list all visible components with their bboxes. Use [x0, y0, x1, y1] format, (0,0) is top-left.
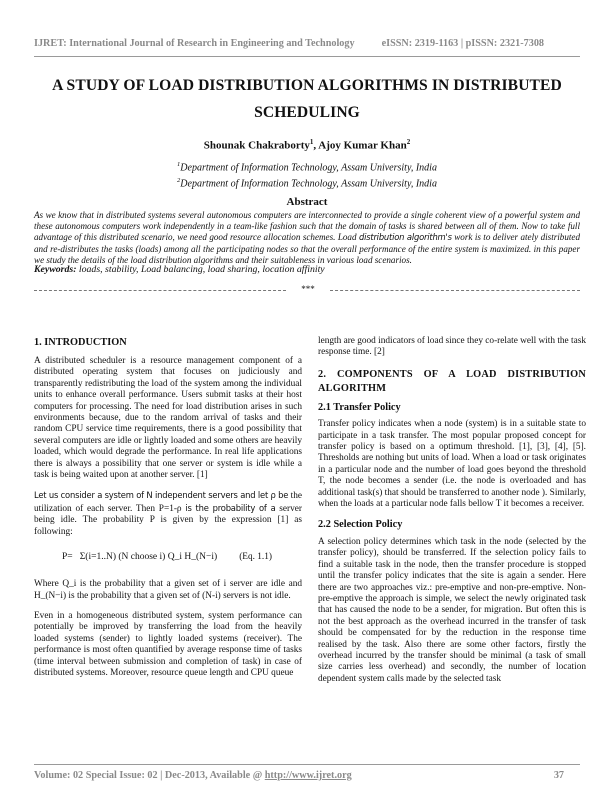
affiliation-2: $^2$Department of Information Technology, Assam University, India [177, 176, 437, 190]
section-separator [34, 284, 580, 296]
intro-heading: 1. INTRODUCTION [34, 337, 127, 348]
separator-line-left [34, 290, 286, 291]
equation-label: (Eq. 1.1) [239, 552, 272, 563]
running-header [34, 38, 580, 49]
transfer-policy-heading: 2.1 Transfer Policy [318, 401, 401, 413]
keywords [34, 264, 580, 275]
page-number: 37 [553, 770, 564, 781]
equation-expression: Σ(i=1..N) (N choose i) Q_i H_(N−i) [79, 552, 218, 563]
selection-policy-heading: 2.2 Selection Policy [318, 519, 403, 531]
footer-rule [34, 764, 580, 765]
title-line-1: A STUDY OF LOAD DISTRIBUTION ALGORITHMS IN DISTRIBUTED [52, 77, 562, 94]
header-rule [34, 56, 580, 57]
author-list [34, 138, 580, 152]
keywords-text: loads, stability, Load balancing, load sharing, location affinity [76, 264, 325, 275]
issn: eISSN: 2319-1163 | pISSN: 2321-7308 [381, 38, 545, 49]
affiliation-1: $^1$Department of Information Technology, Assam University, India [177, 161, 437, 174]
probability-paragraph: Let us consider a system of N independent servers and let ρ be the utilization of each server. Then P=1-ρ is the probability of a server being idle. The probability P is given by the expression [1] as following: [34, 490, 302, 537]
equation-1-1 [34, 547, 302, 569]
footer-volume: Volume: 02 Special Issue: 02 | Dec-2013, Available @ [34, 770, 265, 781]
separator-line-right [330, 290, 580, 291]
selection-policy-paragraph: A selection policy determines which task in the node (selected by the transfer policy), should be transferred. If the selection policy fails to find a suitable task in the node, then the transfer procedure is stopped until the transfer policy indicates that the site is again a sender. Here there are two approaches viz.: pre-emptive and non-pre-emptive. Non-pre-emptive the approach is simple, we select the newly originated task that has caused the node to be a sender, for migration. But often this is not the best approach as the overhead incurred in the transfer of task should be compensated for by the reduction in the response time realised by the task. Also there are some other factors, firstly the overhead incurred by the transfer should be minimal (a task of small size carries less overhead) and secondly, the number of location dependent system calls made by the selected task [318, 536, 586, 684]
abstract-heading: Abstract [286, 196, 328, 208]
right-column [318, 336, 586, 694]
equation-formula: P= Σ(i=1..N) (N choose i) Q_i H_(N−i) [62, 552, 218, 563]
journal-name: IJRET: International Journal of Research in Engineering and Technology [34, 38, 355, 49]
author-separator: , [313, 139, 319, 152]
intro-paragraph: A distributed scheduler is a resource management component of a distributed operating system that focuses on judiciously and transparently redistributing the load of the system among the individual units to enhance overall performance. Users submit tasks at their host computers for processing. The need for load distribution arises in such environments because, due to the random arrival of tasks and their random CPU service time requirements, there is a good possibility that several computers are idle or lightly loaded and some others are heavily loaded, which would degrade the performance. In real life applications there is always a possibility that one server or system is idle while a task is being waited upon at another server. [1] [34, 356, 302, 481]
handwritten-text: distribution algorithm's [358, 232, 452, 243]
continued-paragraph: length are good indicators of load since they co-relate well with the task response time. [2] [318, 336, 586, 358]
where-paragraph: Where Q_i is the probability that a given set of i server are idle and H_(N−i) is the probability that a given set of (N-i) servers is not idle. [34, 579, 302, 601]
running-footer [34, 770, 580, 781]
paper-title [34, 72, 580, 126]
title-line-2: SCHEDULING [254, 104, 360, 121]
homogeneous-paragraph: Even in a homogeneous distributed system, system performance can potentially be improved by transferring the load from the heavily loaded systems (sender) to lightly loaded systems (receiver). The performance is most often quantified by average response time of tasks (time interval between submission and completion of task) in case of distributed systems. Moreover, resource queue length and CPU queue [34, 610, 302, 678]
author-1-sup: 1 [309, 138, 314, 146]
transfer-policy-paragraph: Transfer policy indicates when a node (system) is in a suitable state to participate in a task transfer. The most popular proposed concept for transfer policy is based on a optimum threshold. [1], [3], [4], [5]. Thresholds are nothing but units of load. When a load or task originates in a particular node and the number of load goes beyond the threshold T, the node becomes a sender (i.e. the node is overloaded and has additional task(s) that should be transferred to another node ). Similarly, when the loads at a particular node falls bellow T it becomes a receiver. [318, 419, 586, 510]
left-column [34, 336, 302, 688]
author-2: Ajoy Kumar Khan [318, 139, 407, 152]
separator-stars: *** [301, 284, 315, 294]
author-1: Shounak Chakraborty [203, 139, 310, 152]
affiliations [34, 159, 580, 191]
journal-link[interactable]: http://www.ijret.org [264, 770, 352, 781]
abstract-body: As we know that in distributed systems several autonomous computers are interconnected to provide a single coherent view of a powerful system and these autonomous computers work independently in a team-like fashion such that the domain of tasks is shared between all of them. Now to take full advantage of this distributed scenario, we need good resource allocation schemes. Load distribution algorithm's work is to deliver ately distributed and re-distributes the tasks (loads) among all the participating nodes so that the overall performance of the entire system is maximized. in this paper we study the details of the load distribution algorithms and their suitableness in various load scenarios. [34, 210, 580, 265]
author-2-sup: 2 [406, 138, 411, 146]
keywords-label: Keywords: [34, 264, 77, 275]
section-2-heading: 2. COMPONENTS OF A LOAD DISTRIBUTION ALGORITHM [318, 368, 586, 394]
